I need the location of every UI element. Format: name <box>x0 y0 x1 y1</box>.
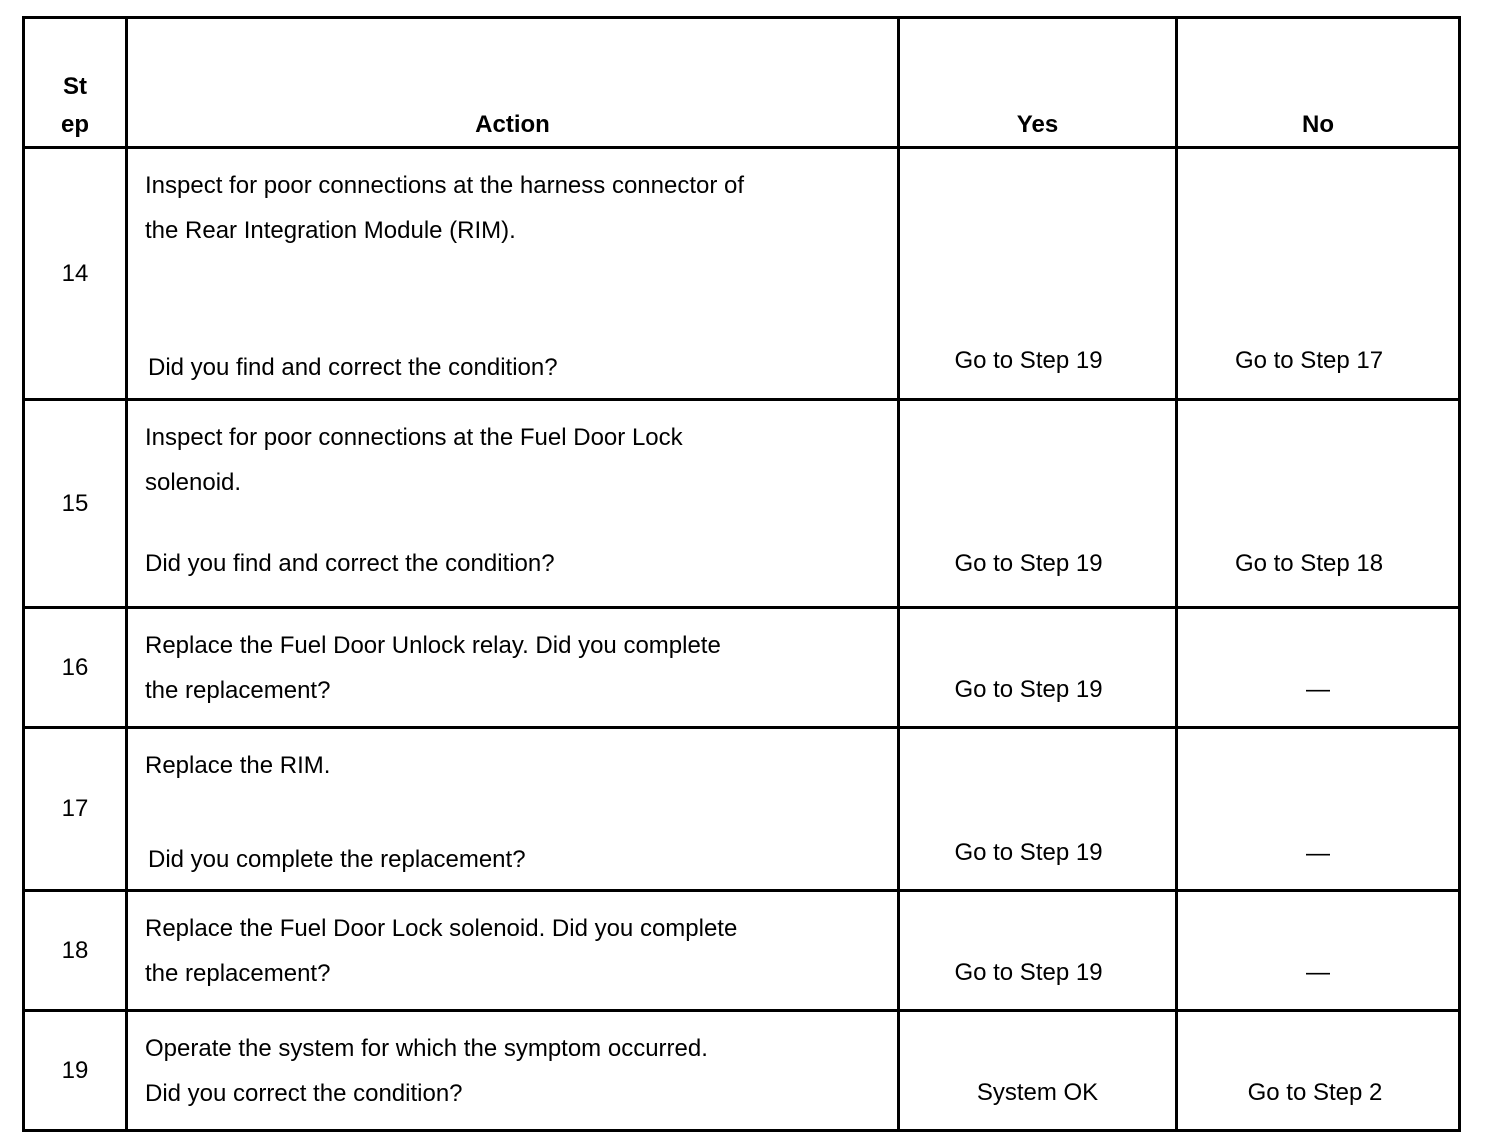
table-row <box>24 1011 1460 1131</box>
action-text: Replace the Fuel Door Lock solenoid. Did you complete <box>145 915 738 942</box>
action-question: Did you complete the replacement? <box>148 846 526 873</box>
table-row <box>24 728 1460 891</box>
header-step-line1: St <box>63 73 87 100</box>
step-number: 14 <box>61 259 89 287</box>
yes-cell <box>899 728 1177 891</box>
step-cell <box>24 891 127 1011</box>
action-text: the replacement? <box>145 960 331 987</box>
action-text: Operate the system for which the symptom occurred. <box>145 1035 708 1062</box>
header-yes-label: Yes <box>1016 111 1059 138</box>
no-result: Go to Step 2 <box>1247 1079 1383 1106</box>
step-cell <box>24 400 127 608</box>
action-text: Replace the Fuel Door Unlock relay. Did you complete <box>145 632 721 659</box>
yes-cell <box>899 148 1177 400</box>
action-text: Inspect for poor connections at the harness connector of <box>145 172 745 199</box>
yes-cell <box>899 891 1177 1011</box>
action-question: Did you find and correct the condition? <box>148 354 558 381</box>
action-cell <box>127 400 899 608</box>
step-number: 17 <box>61 795 89 822</box>
no-cell <box>1177 891 1460 1011</box>
no-cell <box>1177 400 1460 608</box>
action-cell <box>127 608 899 728</box>
yes-cell <box>899 608 1177 728</box>
no-result: — <box>1306 676 1330 703</box>
yes-result: Go to Step 19 <box>954 959 1103 986</box>
action-question: Did you find and correct the condition? <box>145 550 555 577</box>
action-text: Replace the RIM. <box>145 752 331 779</box>
no-result: Go to Step 17 <box>1234 347 1384 374</box>
header-step-line2: ep <box>60 111 89 138</box>
table-row <box>24 400 1460 608</box>
step-cell <box>24 148 127 400</box>
no-cell <box>1177 728 1460 891</box>
no-result: — <box>1306 840 1330 867</box>
no-result: Go to Step 18 <box>1234 550 1384 577</box>
no-cell <box>1177 148 1460 400</box>
yes-result: Go to Step 19 <box>954 676 1103 703</box>
header-action <box>127 18 899 148</box>
step-number: 18 <box>61 936 89 964</box>
header-step <box>24 18 127 148</box>
header-yes <box>899 18 1177 148</box>
action-cell <box>127 728 899 891</box>
step-number: 16 <box>61 653 89 681</box>
table-row <box>24 891 1460 1011</box>
action-text: the Rear Integration Module (RIM). <box>145 217 516 244</box>
yes-result: Go to Step 19 <box>954 839 1103 866</box>
yes-result: Go to Step 19 <box>954 550 1103 577</box>
diagnostic-table <box>22 16 1461 1132</box>
header-row <box>24 18 1460 148</box>
yes-result: Go to Step 19 <box>954 347 1103 374</box>
step-number: 19 <box>61 1056 89 1084</box>
action-text: Inspect for poor connections at the Fuel Door Lock <box>145 424 683 451</box>
yes-cell <box>899 1011 1177 1131</box>
header-no-label: No <box>1302 111 1334 138</box>
action-text: Did you correct the condition? <box>145 1080 463 1107</box>
step-cell <box>24 728 127 891</box>
action-text: solenoid. <box>145 469 242 496</box>
no-cell <box>1177 608 1460 728</box>
action-cell <box>127 1011 899 1131</box>
step-cell <box>24 1011 127 1131</box>
table-row <box>24 148 1460 400</box>
no-result: — <box>1306 959 1330 986</box>
step-number: 15 <box>61 489 89 517</box>
header-no <box>1177 18 1460 148</box>
action-text: the replacement? <box>145 677 331 704</box>
action-cell <box>127 148 899 400</box>
no-cell <box>1177 1011 1460 1131</box>
table-row <box>24 608 1460 728</box>
yes-result: System OK <box>976 1079 1099 1106</box>
action-cell <box>127 891 899 1011</box>
yes-cell <box>899 400 1177 608</box>
header-action-label: Action <box>475 111 550 138</box>
step-cell <box>24 608 127 728</box>
